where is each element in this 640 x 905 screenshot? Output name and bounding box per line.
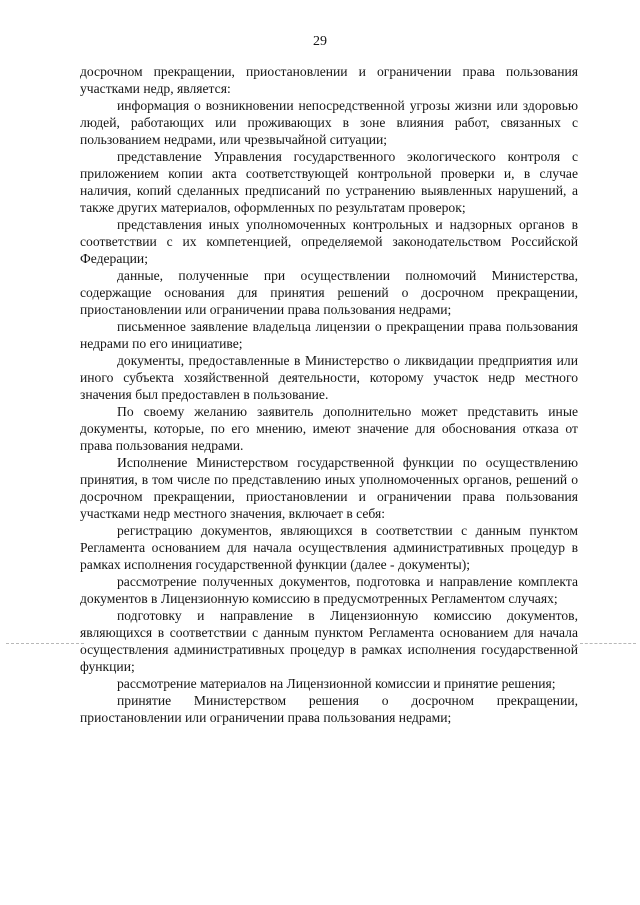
document-body (80, 63, 578, 726)
paragraph-continuation: досрочном прекращении, приостановлении и ограничении права пользования участками недр, является: (80, 64, 578, 96)
list-item-ministry-data: данные, полученные при осуществлении полномочий Министерства, содержащие основания для принятия решений о досрочном прекращении, приостановлении или ограничении права пользования недрами; (80, 268, 578, 317)
page-number: 29 (313, 34, 327, 49)
paragraph-function-execution: Исполнение Министерством государственной функции по осуществлению принятия, в том числе по представлению иных уполномоченных органов, решений о досрочном прекращении, приостановлении и ограничении права пользования участками недр местного значения, включает в себя: (80, 455, 578, 521)
list-item-other-authorities: представления иных уполномоченных контрольных и надзорных органов в соответствии с их компетенцией, определяемой законодательством Российской Федерации; (80, 217, 578, 266)
list-item-threat-info: информация о возникновении непосредственной угрозы жизни или здоровью людей, работающих или проживающих в зоне влияния работ, связанных с пользованием недрами, или чрезвычайной ситуации; (80, 98, 578, 147)
scan-artifact-line-left (6, 643, 84, 644)
scan-artifact-line-right (580, 643, 636, 644)
list-item-license-holder-application: письменное заявление владельца лицензии о прекращении права пользования недрами по его инициативе; (80, 319, 578, 351)
paragraph-additional-documents: По своему желанию заявитель дополнительно может представить иные документы, которые, по его мнению, имеют значение для обоснования отказа от права пользования недрами. (80, 404, 578, 453)
list-item-liquidation-documents: документы, предоставленные в Министерство о ликвидации предприятия или иного субъекта хозяйственной деятельности, которому участок недр местного значения был предоставлен в пользование. (80, 353, 578, 402)
list-item-review-documents: рассмотрение полученных документов, подготовка и направление комплекта документов в Лицензионную комиссию в предусмотренных Регламентом случаях; (80, 574, 578, 606)
list-item-ministry-decision: принятие Министерством решения о досрочном прекращении, приостановлении или ограничении права пользования недрами; (80, 693, 578, 725)
list-item-eco-control-submission: представление Управления государственного экологического контроля с приложением копии акта соответствующей контрольной проверки и, в случае наличия, копий сделанных предписаний по устранению выявленных нарушений, а также других материалов, оформленных по результатам проверок; (80, 149, 578, 215)
list-item-commission-review: рассмотрение материалов на Лицензионной комиссии и принятие решения; (117, 676, 556, 691)
list-item-prepare-submission: подготовку и направление в Лицензионную комиссию документов, являющихся в соответствии с данным пунктом Регламента основанием для начала осуществления административных процедур в рамках исполнения государственной функции; (80, 608, 578, 674)
list-item-registration: регистрацию документов, являющихся в соответствии с данным пунктом Регламента основанием для начала осуществления административных процедур в рамках исполнения государственной функции (далее - документы); (80, 523, 578, 572)
